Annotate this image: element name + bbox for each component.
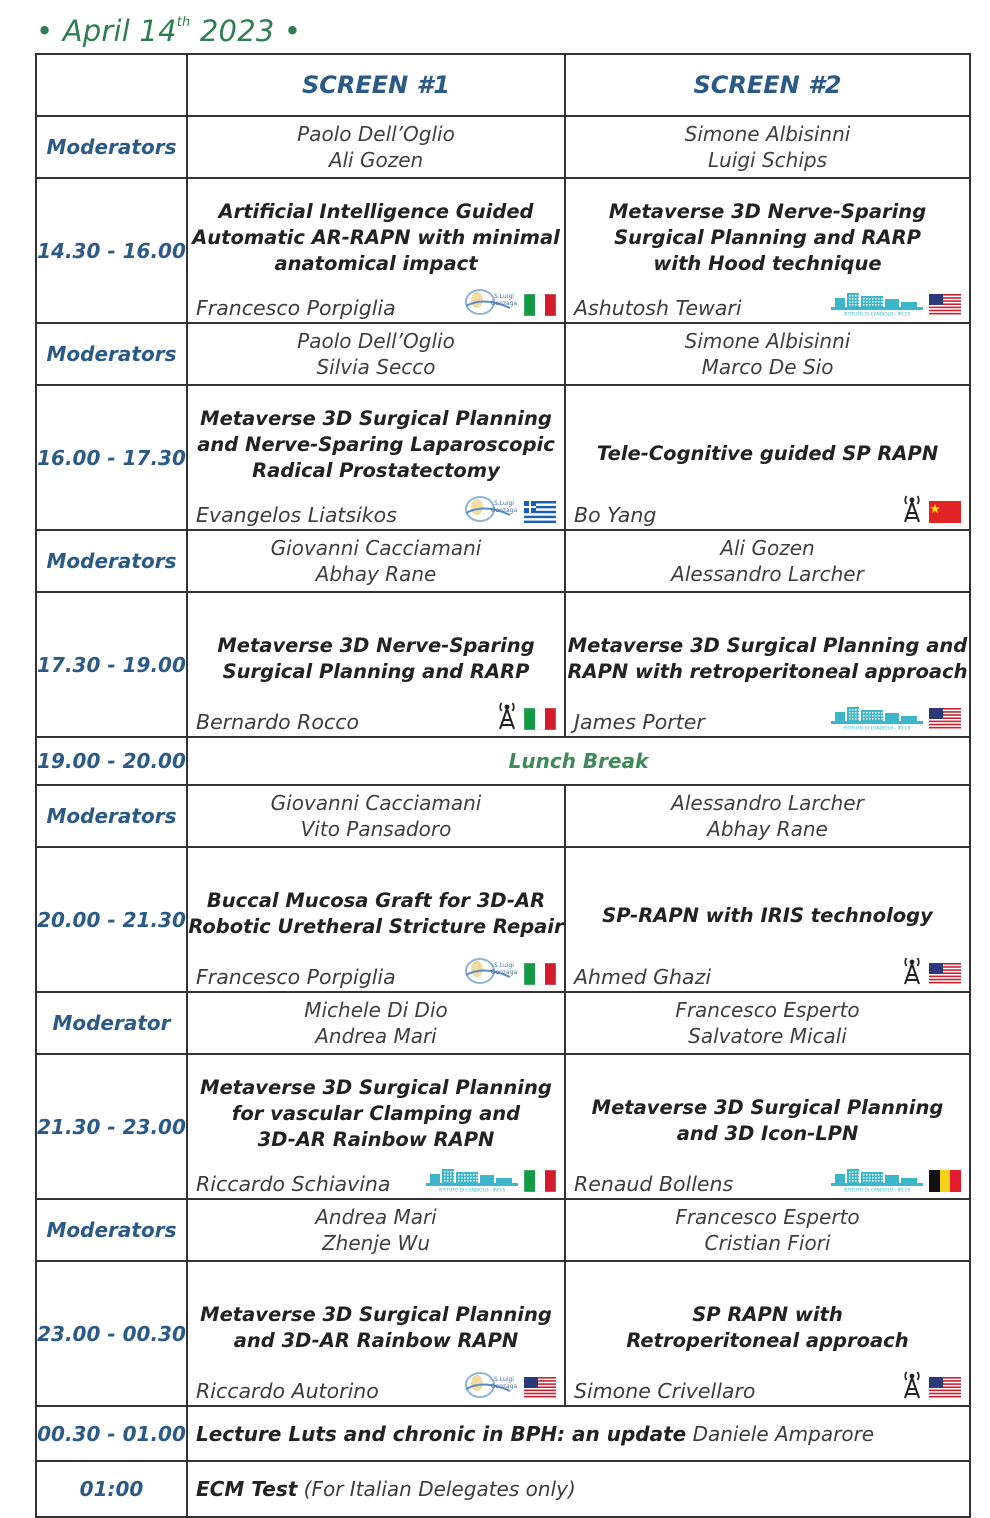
talk-cell-s1 [187, 1054, 565, 1199]
affiliation-icons [831, 1166, 961, 1192]
time-label: 21.30 - 23.00 [36, 1054, 187, 1199]
schedule-table [35, 53, 971, 1518]
affiliation-icons [901, 1369, 961, 1399]
moderator-name: Ali Gozen [328, 148, 424, 172]
time-label: Moderator [36, 992, 187, 1054]
affiliation-icons [901, 955, 961, 985]
affiliation-icons [831, 704, 961, 730]
time-label: 01:00 [36, 1461, 187, 1517]
talk-cell-s1 [187, 385, 565, 530]
lunch-break: Lunch Break [187, 737, 970, 785]
date-heading: • April 14th 2023 • [36, 14, 302, 48]
speaker-name: Francesco Porpiglia [196, 965, 396, 989]
affiliation-icons [831, 290, 961, 316]
talk-title: Tele-Cognitive guided SP RAPN [596, 442, 939, 465]
moderator-name: Marco De Sio [701, 355, 834, 379]
lecture-detail: (For Italian Delegates only) [297, 1477, 576, 1501]
moderator-name: Simone Albisinni [684, 329, 851, 353]
time-label: 17.30 - 19.00 [36, 592, 187, 737]
san-luigi-gonzaga-logo [464, 493, 518, 523]
talk-cell-s2 [565, 1261, 970, 1406]
time-label: 20.00 - 21.30 [36, 847, 187, 992]
moderators-s2 [565, 992, 970, 1054]
speaker-name: Riccardo Schiavina [196, 1172, 391, 1196]
talk-cell-s1 [187, 1261, 565, 1406]
usa-flag-icon [524, 1377, 556, 1399]
affiliation-icons [464, 286, 556, 316]
speaker-name: Bo Yang [574, 503, 657, 527]
broadcast-tower-icon [901, 1369, 923, 1399]
istituto-di-candiolo-logo [831, 1166, 923, 1192]
moderators-s1 [187, 1199, 565, 1261]
talk-cell-s1 [187, 847, 565, 992]
italy-flag-icon [524, 294, 556, 316]
moderator-name: Luigi Schips [707, 148, 828, 172]
mods-row [36, 530, 970, 592]
moderators-s2 [565, 1199, 970, 1261]
moderators-s1 [187, 323, 565, 385]
belgium-flag-icon [929, 1170, 961, 1192]
moderator-name: Andrea Mari [315, 1024, 437, 1048]
moderator-name: Alessandro Larcher [671, 791, 864, 815]
italy-flag-icon [524, 1170, 556, 1192]
time-label: Moderators [36, 116, 187, 178]
moderator-name: Abhay Rane [707, 817, 828, 841]
istituto-di-candiolo-logo [426, 1166, 518, 1192]
talk-title: Metaverse 3D Surgical Planning and 3D-AR Rainbow RAPN [200, 1303, 552, 1352]
talk-row [36, 178, 970, 323]
svg-text:Gonzaga: Gonzaga [490, 300, 518, 307]
svg-text:S.Luigi: S.Luigi [494, 1376, 514, 1383]
talk-row [36, 592, 970, 737]
speaker-name: Ahmed Ghazi [574, 965, 712, 989]
greece-flag-icon [524, 501, 556, 523]
svg-text:S.Luigi: S.Luigi [494, 293, 514, 300]
lecture-title: ECM Test [196, 1477, 298, 1501]
istituto-di-candiolo-logo [831, 290, 923, 316]
lecture-row [36, 1406, 970, 1461]
italy-flag-icon [524, 708, 556, 730]
talk-row [36, 385, 970, 530]
moderators-s1 [187, 992, 565, 1054]
istituto-di-candiolo-logo [831, 704, 923, 730]
moderator-name: Zhenje Wu [321, 1231, 431, 1255]
moderator-name: Paolo Dell’Oglio [297, 122, 455, 146]
moderators-s2 [565, 323, 970, 385]
talk-cell-s2 [565, 592, 970, 737]
time-label: Moderators [36, 530, 187, 592]
talk-title: Metaverse 3D Nerve-Sparing Surgical Planning and RARP [217, 634, 535, 683]
speaker-name: Riccardo Autorino [196, 1379, 379, 1403]
speaker-name: James Porter [574, 710, 705, 734]
speaker-name: Francesco Porpiglia [196, 296, 396, 320]
talk-title: Buccal Mucosa Graft for 3D-AR Robotic Uretheral Stricture Repair [188, 889, 564, 938]
talk-title: SP-RAPN with IRIS technology [602, 904, 933, 927]
talk-cell-s1 [187, 592, 565, 737]
talk-cell-s2 [565, 1054, 970, 1199]
lecture-row [36, 1461, 970, 1517]
usa-flag-icon [929, 1377, 961, 1399]
mods-row [36, 323, 970, 385]
moderator-name: Giovanni Cacciamani [270, 791, 482, 815]
screen2-header: SCREEN #2 [565, 54, 970, 116]
mods-row [36, 116, 970, 178]
mods-row [36, 1199, 970, 1261]
affiliation-icons [901, 493, 961, 523]
moderators-s2 [565, 530, 970, 592]
talk-title: Metaverse 3D Surgical Planning and Nerve-Sparing Laparoscopic Radical Prostatectomy [197, 407, 555, 482]
san-luigi-gonzaga-logo [464, 286, 518, 316]
time-label: 14.30 - 16.00 [36, 178, 187, 323]
mods-row [36, 992, 970, 1054]
italy-flag-icon [524, 963, 556, 985]
talk-title: Metaverse 3D Surgical Planning for vascular Clamping and 3D-AR Rainbow RAPN [200, 1076, 552, 1151]
talk-title: SP RAPN with Retroperitoneal approach [626, 1303, 909, 1352]
broadcast-tower-icon [901, 493, 923, 523]
time-label: 16.00 - 17.30 [36, 385, 187, 530]
mods-row [36, 785, 970, 847]
speaker-name: Bernardo Rocco [196, 710, 360, 734]
moderator-name: Francesco Esperto [675, 1205, 860, 1229]
break-row [36, 737, 970, 785]
moderator-name: Michele Di Dio [304, 998, 448, 1022]
usa-flag-icon [929, 294, 961, 316]
header-corner [36, 54, 187, 116]
affiliation-icons [464, 1369, 556, 1399]
candiolo-logo-text: ISTITUTO DI CANDIOLO - IRCCS [843, 726, 911, 730]
moderator-name: Paolo Dell’Oglio [297, 329, 455, 353]
talk-row [36, 1261, 970, 1406]
lecture-detail: Daniele Amparore [686, 1421, 875, 1446]
talk-cell-s1 [187, 178, 565, 323]
moderator-name: Salvatore Micali [688, 1024, 847, 1048]
moderator-name: Silvia Secco [316, 355, 436, 379]
affiliation-icons [496, 700, 556, 730]
lecture-title: Lecture Luts and chronic in BPH: an update [196, 1421, 687, 1446]
san-luigi-gonzaga-logo [464, 955, 518, 985]
talk-cell-s2 [565, 385, 970, 530]
svg-text:S.Luigi: S.Luigi [494, 500, 514, 507]
affiliation-icons [464, 493, 556, 523]
moderator-name: Francesco Esperto [675, 998, 860, 1022]
moderators-s2 [565, 785, 970, 847]
svg-text:Gonzaga: Gonzaga [490, 969, 518, 976]
talk-title: Metaverse 3D Surgical Planning and 3D Icon-LPN [591, 1096, 944, 1145]
broadcast-tower-icon [901, 955, 923, 985]
time-label: Moderators [36, 785, 187, 847]
moderators-s1 [187, 530, 565, 592]
time-label: 19.00 - 20.00 [36, 737, 187, 785]
candiolo-logo-text: ISTITUTO DI CANDIOLO - IRCCS [438, 1188, 506, 1192]
time-label: Moderators [36, 1199, 187, 1261]
speaker-name: Simone Crivellaro [574, 1379, 756, 1403]
moderator-name: Simone Albisinni [684, 122, 851, 146]
san-luigi-gonzaga-logo [464, 1369, 518, 1399]
talk-row [36, 847, 970, 992]
moderator-name: Andrea Mari [315, 1205, 437, 1229]
talk-row [36, 1054, 970, 1199]
svg-text:S.Luigi: S.Luigi [494, 962, 514, 969]
talk-title: Metaverse 3D Surgical Planning and RAPN with retroperitoneal approach [567, 634, 968, 683]
candiolo-logo-text: ISTITUTO DI CANDIOLO - IRCCS [843, 1188, 911, 1192]
lecture-cell [187, 1406, 970, 1461]
svg-text:Gonzaga: Gonzaga [490, 507, 518, 514]
moderator-name: Ali Gozen [720, 536, 815, 560]
speaker-name: Evangelos Liatsikos [196, 503, 397, 527]
screen1-header: SCREEN #1 [187, 54, 565, 116]
usa-flag-icon [929, 708, 961, 730]
moderator-name: Abhay Rane [315, 562, 437, 586]
header-row [36, 54, 970, 116]
broadcast-tower-icon [496, 700, 518, 730]
moderators-s1 [187, 116, 565, 178]
time-label: 23.00 - 00.30 [36, 1261, 187, 1406]
moderator-name: Cristian Fiori [704, 1231, 831, 1255]
time-label: Moderators [36, 323, 187, 385]
moderator-name: Giovanni Cacciamani [270, 536, 482, 560]
time-label: 00.30 - 01.00 [36, 1406, 187, 1461]
china-flag-icon [929, 501, 961, 523]
moderator-name: Vito Pansadoro [300, 817, 452, 841]
moderators-s2 [565, 116, 970, 178]
lecture-cell [187, 1461, 970, 1517]
usa-flag-icon [929, 963, 961, 985]
affiliation-icons [426, 1166, 556, 1192]
moderator-name: Alessandro Larcher [671, 562, 864, 586]
svg-text:Gonzaga: Gonzaga [490, 1383, 518, 1390]
affiliation-icons [464, 955, 556, 985]
talk-title: Artificial Intelligence Guided Automatic AR-RAPN with minimal anatomical impact [192, 200, 560, 275]
talk-cell-s2 [565, 178, 970, 323]
talk-cell-s2 [565, 847, 970, 992]
speaker-name: Ashutosh Tewari [574, 296, 742, 320]
candiolo-logo-text: ISTITUTO DI CANDIOLO - IRCCS [843, 312, 911, 316]
talk-title: Metaverse 3D Nerve-Sparing Surgical Planning and RARP with Hood technique [608, 200, 927, 275]
moderators-s1 [187, 785, 565, 847]
speaker-name: Renaud Bollens [574, 1172, 734, 1196]
